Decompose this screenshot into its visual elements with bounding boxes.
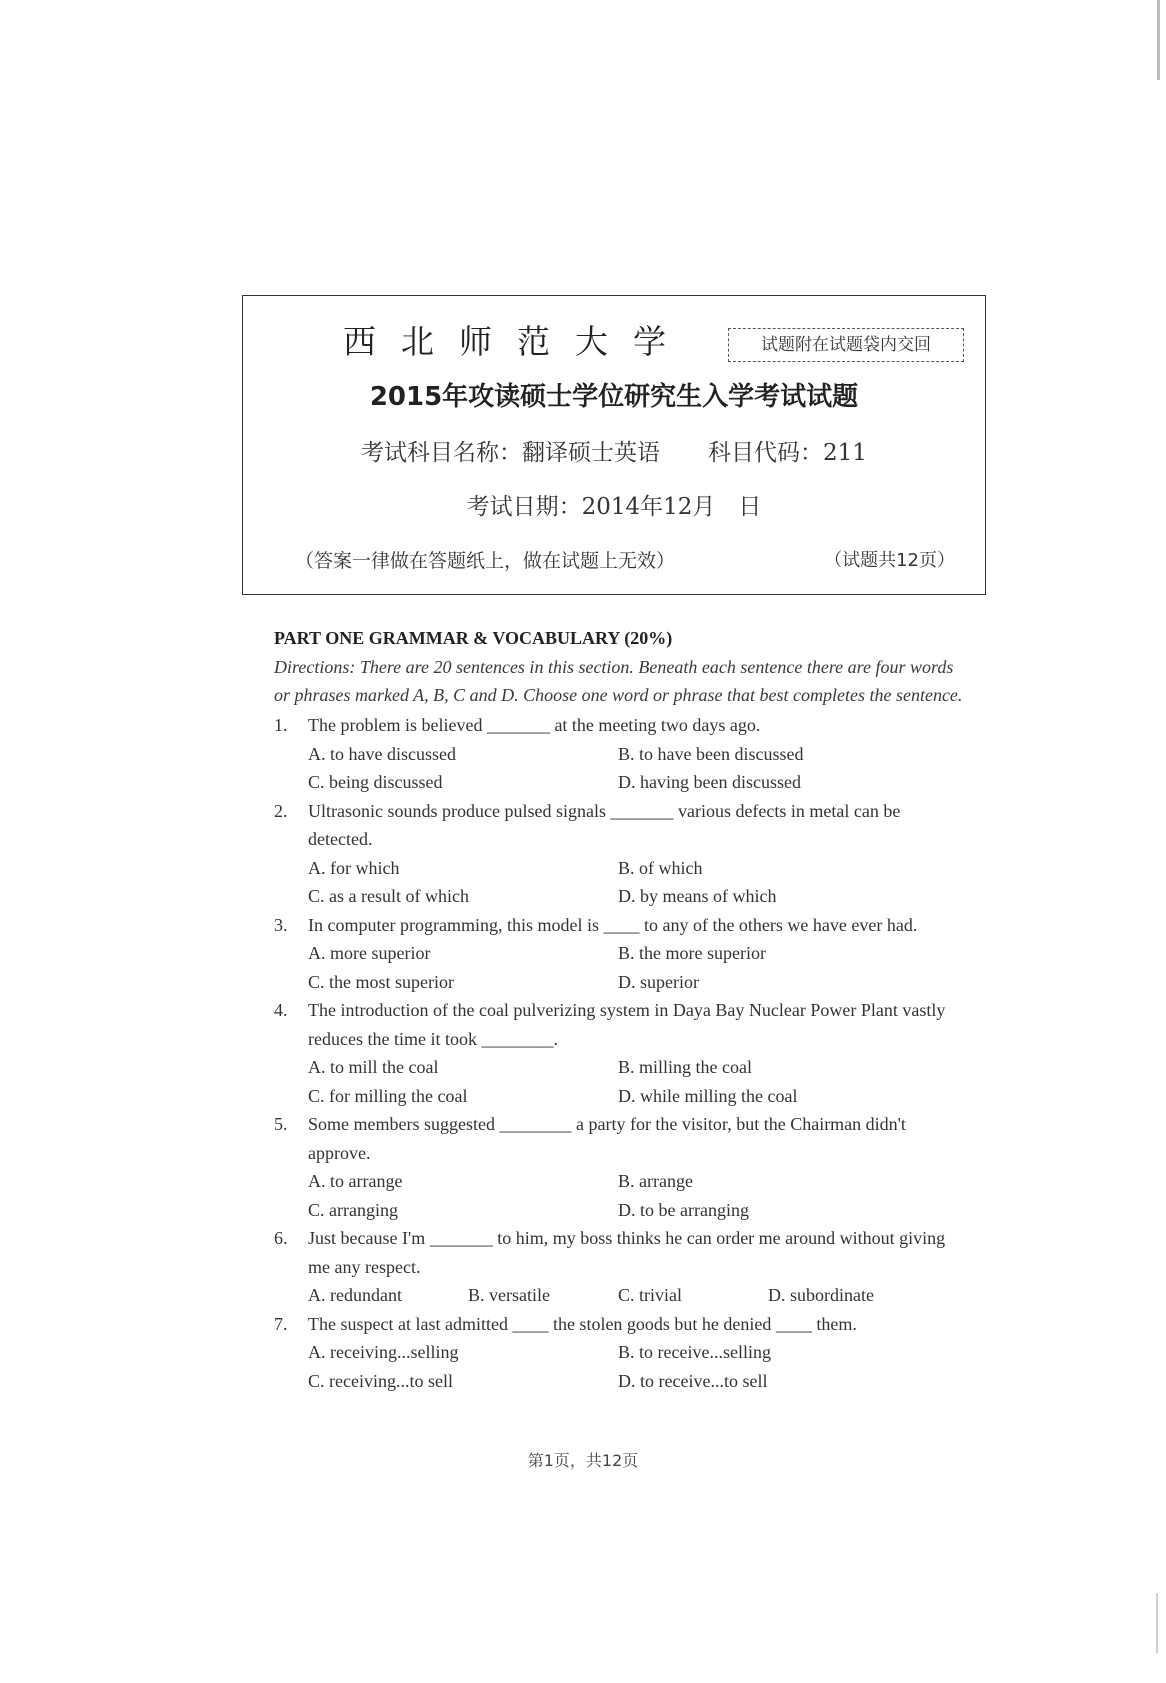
option-group bbox=[274, 1338, 964, 1395]
answer-option: B. the more superior bbox=[618, 943, 766, 963]
question-stem bbox=[274, 711, 964, 740]
answer-option: D. having been discussed bbox=[618, 772, 801, 792]
answer-option: C. trivial bbox=[618, 1285, 682, 1305]
answer-option: D. to receive...to sell bbox=[618, 1370, 768, 1391]
scan-edge-mark bbox=[1157, 0, 1160, 80]
option-group bbox=[274, 1281, 964, 1310]
answer-option: A. to mill the coal bbox=[308, 1057, 439, 1077]
question-text: The introduction of the coal pulverizing system in Daya Bay Nuclear Power Plant vastly reduces the time it took ________. bbox=[308, 1000, 946, 1049]
question-text: In computer programming, this model is ____ to any of the others we have ever had. bbox=[308, 914, 918, 935]
answer-option: D. by means of which bbox=[618, 886, 777, 906]
question-item bbox=[274, 1110, 964, 1224]
question-stem bbox=[274, 797, 964, 854]
return-notice-stamp: 试题附在试题袋内交回 bbox=[728, 328, 964, 362]
question-text: The suspect at last admitted ____ the stolen goods but he denied ____ them. bbox=[308, 1313, 857, 1334]
question-number: 1. bbox=[274, 715, 288, 735]
question-text: The problem is believed _______ at the meeting two days ago. bbox=[308, 715, 761, 735]
exam-title: 2015年攻读硕士学位研究生入学考试试题 bbox=[369, 382, 859, 412]
answer-option: C. the most superior bbox=[308, 971, 454, 992]
question-stem bbox=[274, 911, 964, 940]
subject-name: 考试科目名称：翻译硕士英语 bbox=[361, 440, 660, 466]
answer-option: D. subordinate bbox=[768, 1285, 874, 1305]
page-footer: 第1页，共12页 bbox=[527, 1451, 639, 1470]
answer-option: A. more superior bbox=[308, 943, 431, 963]
answer-option: C. being discussed bbox=[308, 772, 443, 792]
question-item bbox=[274, 711, 964, 797]
question-stem bbox=[274, 996, 964, 1053]
directions: Directions: There are 20 sentences in this section. Beneath each sentence there are four words or phrases marked A, B, C and D. Choose one word or phrase that best completes the sentence. bbox=[274, 657, 963, 705]
question-number: 2. bbox=[274, 800, 288, 821]
answer-option: C. as a result of which bbox=[308, 886, 469, 906]
answer-option: C. receiving...to sell bbox=[308, 1370, 453, 1391]
exam-date: 考试日期：2014年12月 日 bbox=[466, 494, 762, 520]
answer-option: A. to arrange bbox=[308, 1171, 403, 1191]
answer-option: B. versatile bbox=[468, 1285, 550, 1305]
question-number: 6. bbox=[274, 1228, 288, 1248]
option-group bbox=[274, 1167, 964, 1224]
subject-code: 科目代码：211 bbox=[708, 440, 867, 466]
question-list bbox=[274, 711, 964, 1395]
answer-option: D. superior bbox=[618, 971, 699, 992]
answer-option: A. redundant bbox=[308, 1285, 402, 1305]
answer-option: D. to be arranging bbox=[618, 1199, 749, 1220]
option-group bbox=[274, 939, 964, 996]
answer-option: D. while milling the coal bbox=[618, 1085, 798, 1106]
question-text: Just because I'm _______ to him, my boss thinks he can order me around without giving me any respect. bbox=[308, 1228, 946, 1277]
answer-option: B. to have been discussed bbox=[618, 743, 804, 764]
question-stem bbox=[274, 1224, 964, 1281]
option-group bbox=[274, 854, 964, 911]
answer-note: （答案一律做在答题纸上，做在试题上无效） bbox=[295, 550, 676, 572]
question-item bbox=[274, 911, 964, 997]
subject-line bbox=[361, 434, 867, 467]
option-group bbox=[274, 740, 964, 797]
option-group bbox=[274, 1053, 964, 1110]
question-item bbox=[274, 996, 964, 1110]
question-item bbox=[274, 797, 964, 911]
part-title: PART ONE GRAMMAR & VOCABULARY (20%) bbox=[274, 628, 673, 648]
scan-edge-mark-bottom bbox=[1156, 1593, 1158, 1653]
answer-option: B. milling the coal bbox=[618, 1057, 752, 1077]
question-number: 3. bbox=[274, 914, 288, 935]
answer-option: B. to receive...selling bbox=[618, 1342, 771, 1362]
question-text: Ultrasonic sounds produce pulsed signals _______ various defects in metal can be detected. bbox=[308, 800, 901, 849]
exam-content bbox=[274, 628, 964, 1395]
question-item bbox=[274, 1224, 964, 1310]
question-number: 5. bbox=[274, 1114, 288, 1134]
exam-header-box bbox=[242, 295, 986, 595]
answer-option: A. to have discussed bbox=[308, 743, 456, 764]
answer-option: B. arrange bbox=[618, 1171, 693, 1191]
answer-option: B. of which bbox=[618, 857, 703, 878]
question-stem bbox=[274, 1110, 964, 1167]
page-count-note: （试题共12页） bbox=[824, 550, 955, 571]
question-number: 7. bbox=[274, 1313, 288, 1334]
university-name: 西北师范大学 bbox=[343, 322, 691, 361]
question-number: 4. bbox=[274, 1000, 288, 1020]
answer-option: C. for milling the coal bbox=[308, 1085, 468, 1106]
answer-option: A. for which bbox=[308, 857, 400, 878]
question-item bbox=[274, 1310, 964, 1396]
question-stem bbox=[274, 1310, 964, 1339]
question-text: Some members suggested ________ a party for the visitor, but the Chairman didn't approve. bbox=[308, 1114, 906, 1163]
answer-option: C. arranging bbox=[308, 1199, 398, 1220]
answer-option: A. receiving...selling bbox=[308, 1342, 459, 1362]
